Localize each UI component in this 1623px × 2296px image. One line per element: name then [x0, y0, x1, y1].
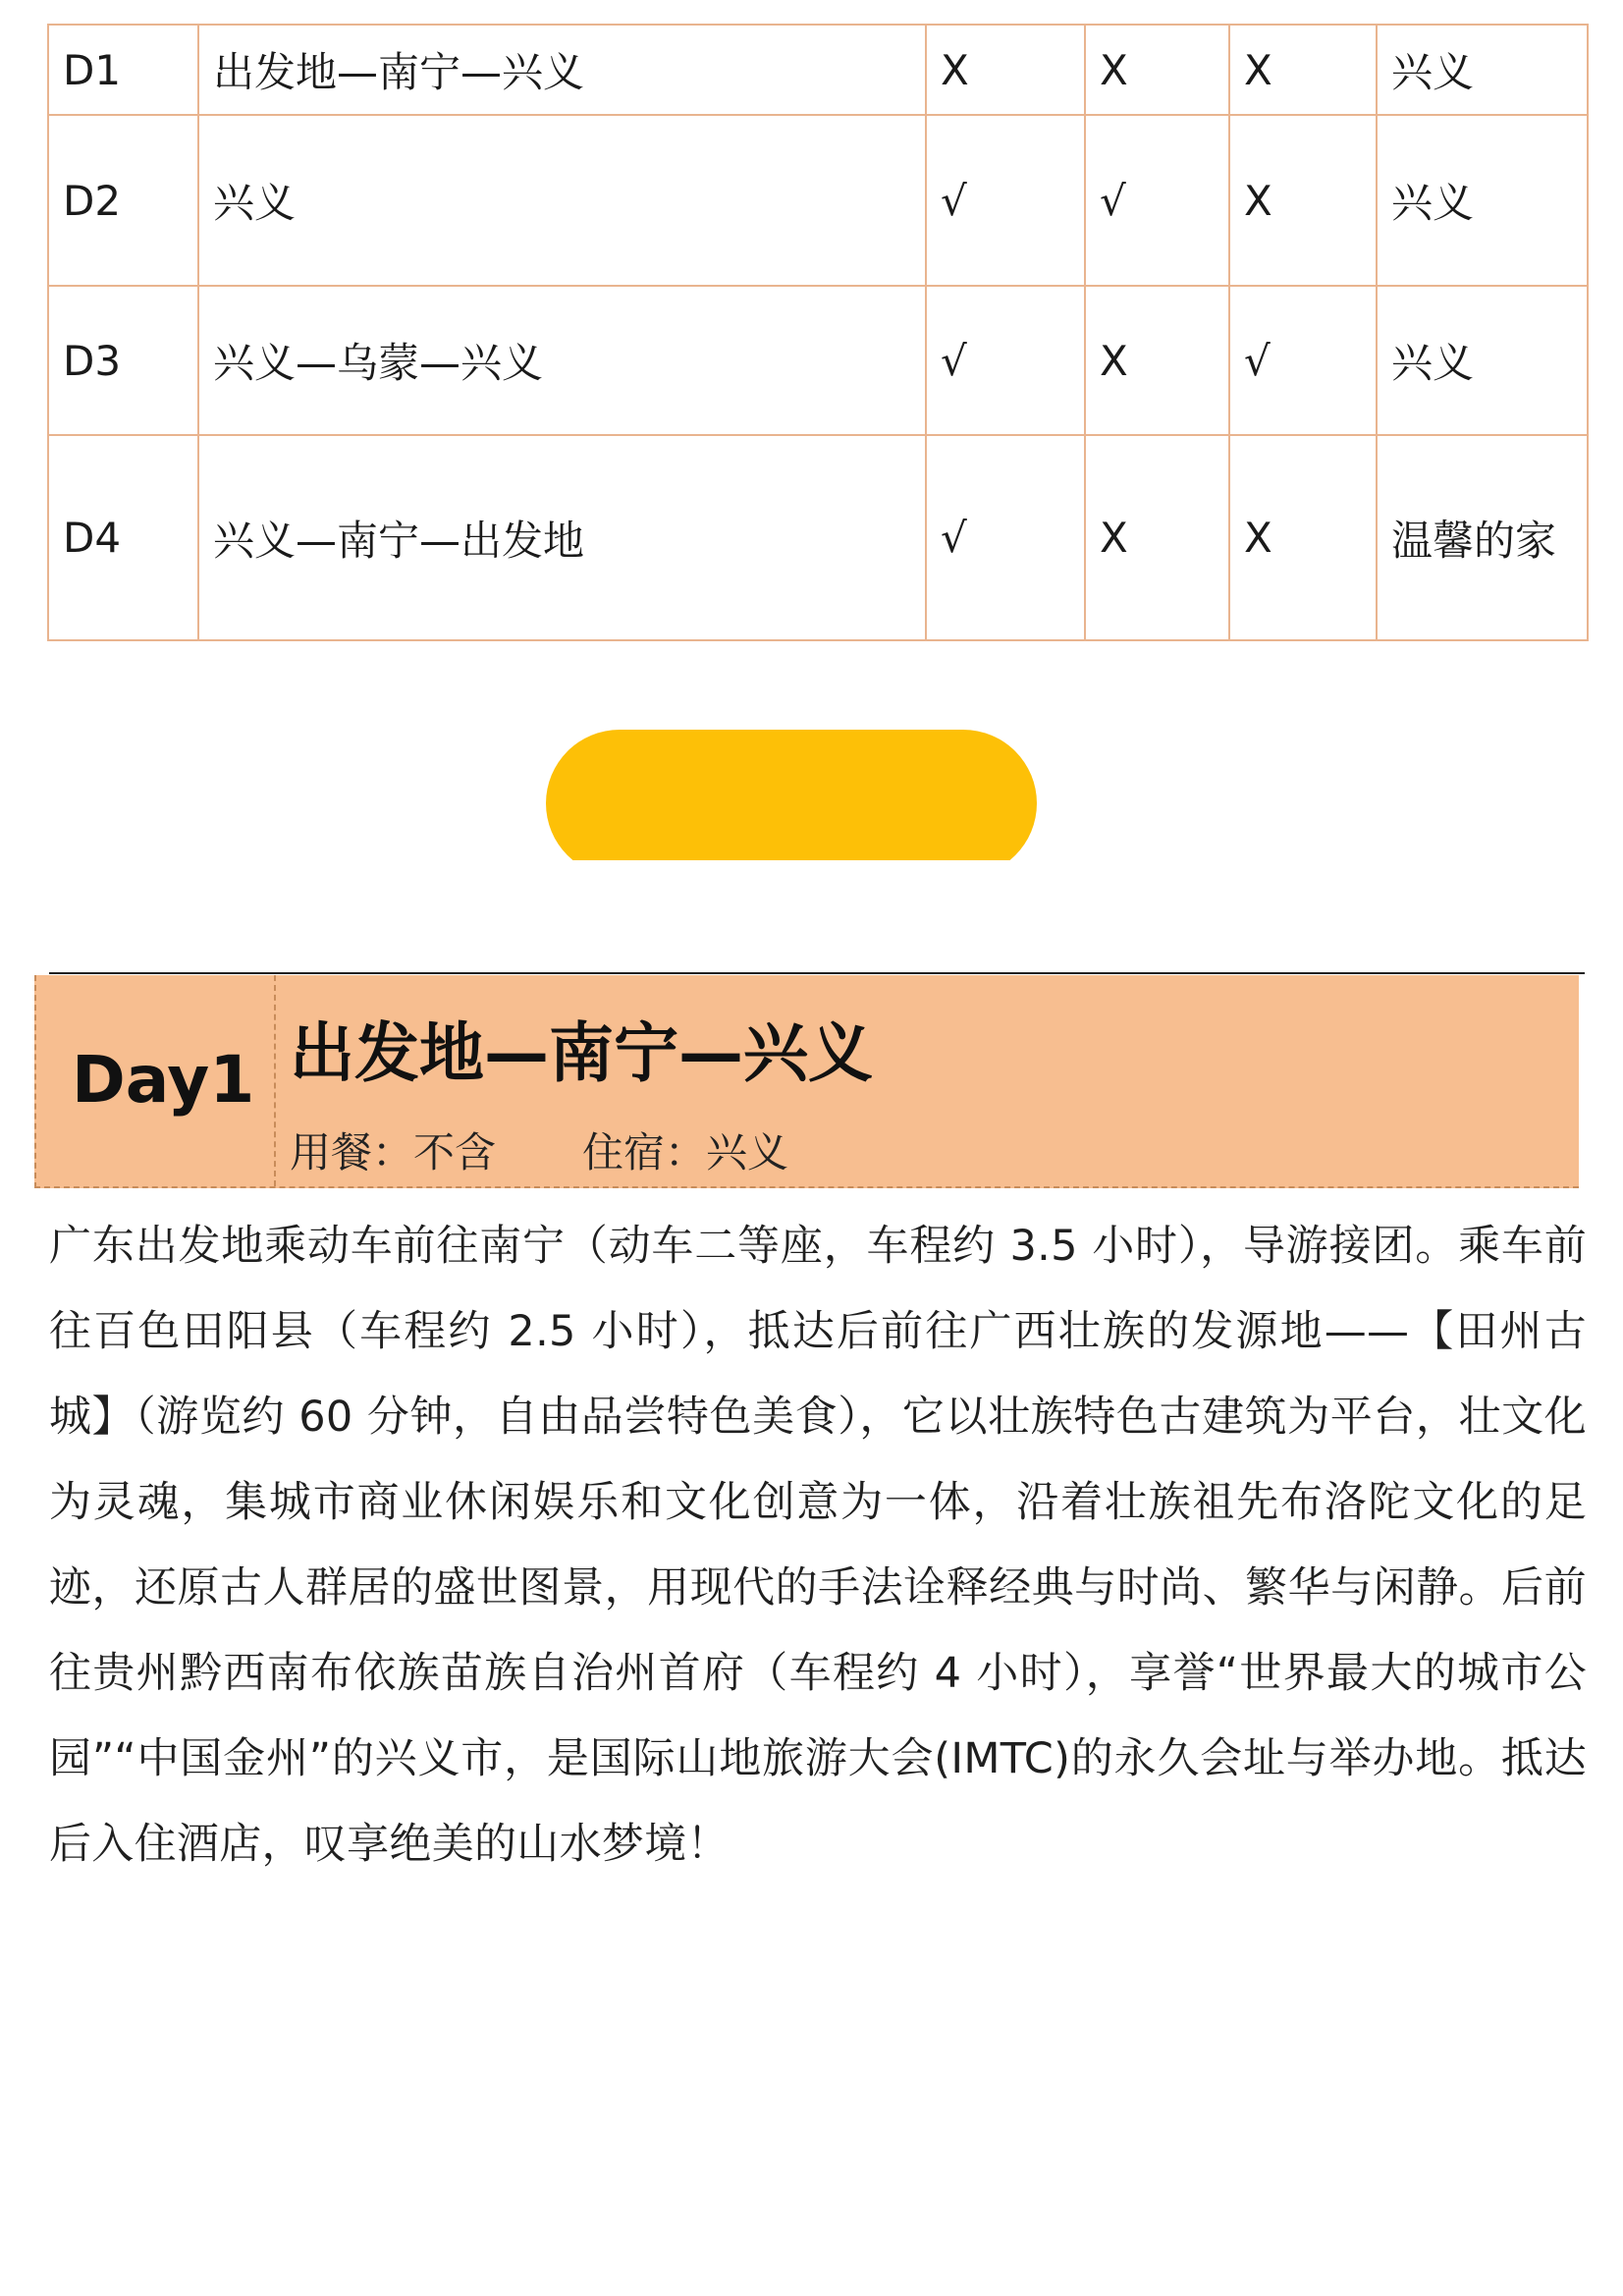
day-meta — [290, 1121, 788, 1179]
hotel-cell: 兴义 — [1377, 115, 1588, 286]
dinner-cell: X — [1229, 435, 1377, 640]
day-cell: D1 — [48, 25, 198, 115]
table-row — [48, 25, 1588, 115]
day-title: 出发地—南宁—兴义 — [290, 1015, 873, 1091]
day-cell: D3 — [48, 286, 198, 435]
dinner-cell: X — [1229, 25, 1377, 115]
route-cell: 兴义—乌蒙—兴义 — [198, 286, 926, 435]
table-row — [48, 115, 1588, 286]
hotel-cell: 兴义 — [1377, 286, 1588, 435]
lunch-cell: √ — [1085, 115, 1229, 286]
hotel-cell: 兴义 — [1377, 25, 1588, 115]
lunch-cell: X — [1085, 25, 1229, 115]
hotel-cell: 温馨的家 — [1377, 435, 1588, 640]
table-row — [48, 435, 1588, 640]
breakfast-cell: √ — [926, 115, 1085, 286]
day-cell: D2 — [48, 115, 198, 286]
dinner-cell: X — [1229, 115, 1377, 286]
section-banner-pill — [546, 730, 1037, 877]
day-header-divider — [274, 975, 276, 1186]
lunch-cell: X — [1085, 286, 1229, 435]
route-cell: 出发地—南宁—兴义 — [198, 25, 926, 115]
breakfast-cell: √ — [926, 435, 1085, 640]
breakfast-cell: √ — [926, 286, 1085, 435]
day-cell: D4 — [48, 435, 198, 640]
meals-info: 用餐：不含 — [290, 1128, 497, 1176]
breakfast-cell: X — [926, 25, 1085, 115]
lunch-cell: X — [1085, 435, 1229, 640]
day1-header — [34, 975, 1579, 1188]
itinerary-table — [47, 24, 1589, 641]
table-row — [48, 286, 1588, 435]
banner-mask — [530, 860, 1060, 900]
route-cell: 兴义—南宁—出发地 — [198, 435, 926, 640]
day-label: Day1 — [72, 1042, 255, 1118]
lodging-info: 住宿：兴义 — [582, 1128, 789, 1176]
route-cell: 兴义 — [198, 115, 926, 286]
dinner-cell: √ — [1229, 286, 1377, 435]
day-description: 广东出发地乘动车前往南宁（动车二等座，车程约 3.5 小时），导游接团。乘车前往百色田阳县（车程约 2.5 小时），抵达后前往广西壮族的发源地——【田州古城】（游览约 60 分钟，自由品尝特色美食），它以壮族特色古建筑为平台，壮文化为灵魂，集城市商业休闲娱乐和文化创意为一体，沿着壮族祖先布洛陀文化的足迹，还原古人群居的盛世图景，用现代的手法诠释经典与时尚、繁华与闲静。后前往贵州黔西南布依族苗族自治州首府（车程约 4 小时），享誉“世界最大的城市公园”“中国金州”的兴义市，是国际山地旅游大会(IMTC)的永久会址与举办地。抵达后入住酒店，叹享绝美的山水梦境！ — [49, 1222, 1587, 1869]
section-divider — [49, 972, 1585, 974]
